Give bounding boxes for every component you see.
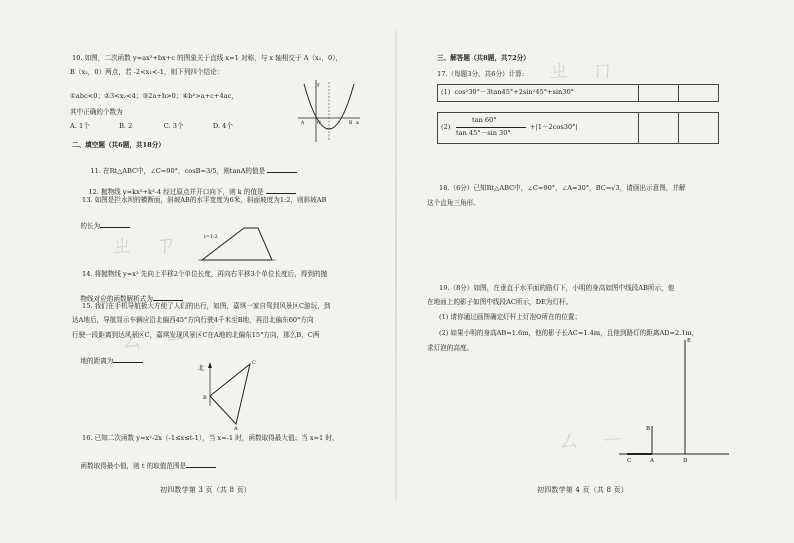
question-18-line-2: 这个直角三角形。 (427, 199, 480, 207)
question-17-part-1: (1) cos²30°－3tan45°+2sin²45°+sin30° (441, 88, 574, 96)
svg-text:C: C (252, 360, 256, 366)
question-10-options: A. 1个 B. 2 C. 3个 D. 4个 (70, 122, 233, 130)
north-label: 北 (198, 365, 205, 372)
question-15-line-2: 达A地后，导航显示车辆应沿北偏西45°方向行驶4千米至B地，再沿北偏东60°方向 (72, 316, 314, 324)
section-3-heading: 三、解答题（共8题，共72分） (437, 54, 530, 62)
question-12-text: 12. 抛物线 y=kx²+k²-4 经过原点并开口向下，则 k 的值是 (88, 188, 264, 197)
answer-blank (113, 356, 143, 363)
answer-blank (186, 461, 216, 468)
question-13-line-2 (72, 212, 130, 241)
fraction-bar (456, 127, 526, 128)
page-footer-left: 初四数学第 3 页（共 8 页） (160, 486, 252, 494)
slope-ratio-label: i=1:2 (204, 234, 218, 240)
svg-text:E: E (687, 338, 692, 344)
question-17: 17.（每题3分，共6分）计算: (437, 70, 525, 78)
svg-text:C: C (627, 458, 632, 464)
bleed-through-mark: ㄓ ㄗ (110, 231, 184, 259)
section-2-heading: 二、填空题（共6题，共18分） (72, 141, 165, 149)
page-4 (397, 0, 794, 543)
question-13-line-1: 13. 如图是拦水坝的横断面，斜坡AB的水平宽度为6米，斜面坡度为1:2，则斜坡AB (82, 196, 327, 204)
svg-text:x: x (356, 120, 359, 126)
answer-blank (267, 166, 297, 173)
page-footer-right: 初四数学第 4 页（共 8 页） (537, 486, 629, 494)
answer-blank (100, 221, 130, 228)
streetlight-shadow-figure (619, 334, 731, 468)
svg-text:B: B (203, 395, 207, 401)
question-16-line-1: 16. 已知二次函数 y=x²-2x（-1≤x≤t-1），当 x=-1 时，函数取得最大值；当 x=1 时， (82, 434, 339, 442)
question-19-line-4: (2) 如果小明的身高AB=1.6m，他的影子长AC=1.4m，且他到路灯的距离AD=2.1m， (439, 329, 699, 337)
fraction-denominator: tan 45°－sin 30° (456, 129, 511, 137)
fraction-numerator: tan 60° (472, 116, 497, 124)
q17-part-2-box (437, 112, 719, 144)
question-19-line-5: 求灯泡的高度。 (427, 344, 474, 352)
bleed-through-mark: ㄙ ㄧ (120, 326, 194, 354)
bleed-through-mark: ㄙ ㄧ (557, 426, 631, 454)
q17-part-1-box (437, 84, 719, 102)
question-11-text: 11. 在Rt△ABC中，∠C=90°，cosB=3/5，则tanA的值是 (90, 167, 266, 176)
question-13-text: 的长为 (80, 222, 101, 231)
svg-text:y: y (317, 82, 320, 88)
question-15-line-3: 行驶一段距离到达风景区C，嘉琪发现风景区C在A地的北偏东15°方向，那么B，C两 (72, 331, 320, 339)
navigation-triangle-figure (196, 356, 262, 430)
question-19-line-3: (1) 请你通过画图确定灯杆上灯泡O所在的位置； (439, 313, 582, 321)
question-10-line-1: 10. 如图，二次函数 y=ax²+bx+c 的图象关于直线 x=1 对称，与 x 轴相交于 A（x₁，0）， (72, 54, 343, 62)
question-19-line-1: 19.（8分）如图，在垂直于水平面的路灯下，小明的身高如图中线段AB所示，他 (439, 284, 675, 292)
question-19-line-2: 在地面上的影子如图中线段AC所示，DE为灯杆。 (427, 298, 573, 306)
svg-text:B: B (646, 426, 651, 432)
answer-blank (153, 294, 183, 301)
question-16-text: 函数取得最小值，则 t 的取值范围是 (80, 462, 187, 471)
svg-text:D: D (683, 458, 688, 464)
svg-text:A: A (234, 426, 238, 430)
question-10-line-2: B（x₂，0）两点，若 -2<x₁<-1，则下列四个结论： (70, 68, 224, 76)
svg-text:B: B (349, 121, 353, 126)
dam-cross-section-figure (196, 220, 278, 266)
question-14-line-1: 14. 将抛物线 y=x² 先向上平移2个单位长度，再向右平移3个单位长度后，得到的抛 (82, 270, 328, 278)
question-15-line-1: 15. 我们在手机导航极大方便了人们的出行，如图，嘉琪一家自驾到风景区C游玩，到 (82, 302, 331, 310)
bleed-through-mark: ㄓ ㄇ (547, 56, 621, 84)
question-18-line-1: 18.（6分）已知Rt△ABC中，∠C=90°，∠A=30°，BC=√3，请画出示意图，并解 (439, 184, 686, 192)
parabola-figure (296, 78, 362, 144)
question-10-line-4: 其中正确的个数为 (70, 108, 123, 116)
answer-blank (266, 187, 296, 194)
svg-text:A: A (301, 121, 305, 126)
question-14-text: 物线对应的函数解析式为 (80, 295, 153, 304)
question-15-line-4 (72, 347, 143, 376)
question-16-line-2 (72, 452, 216, 481)
svg-text:A: A (650, 458, 654, 464)
question-17-part-2-tail: +|1－2cos30°| (530, 123, 578, 131)
question-10-line-3: ①abc<0；②3<x₂<4；③2a+b>0；④b²>a+c+4ac， (70, 92, 238, 100)
question-17-part-2-label: (2) (441, 123, 451, 131)
svg-text:O: O (317, 121, 321, 126)
question-15-text: 地的距离为 (80, 357, 114, 366)
